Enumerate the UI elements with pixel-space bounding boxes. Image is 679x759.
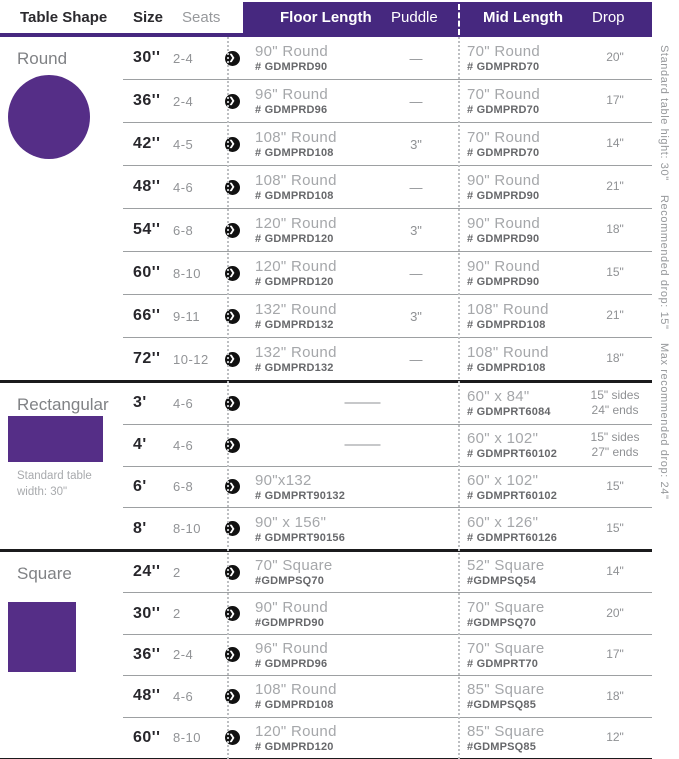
- drop-line: 15": [606, 520, 624, 535]
- arrow-icon[interactable]: ❯: [225, 606, 240, 621]
- rows-square: [123, 552, 652, 758]
- arrow-icon[interactable]: ❯: [225, 730, 240, 745]
- size-value: 54'': [133, 221, 161, 238]
- seats-value: 8-10: [173, 265, 202, 281]
- floor-length-value: 90" x 156": [255, 513, 327, 531]
- floor-part-number: #GDMPRD90: [255, 616, 325, 629]
- size-value: 6': [133, 477, 147, 495]
- drop-line: 18": [606, 688, 624, 703]
- mid-part-number: # GDMPRT60102: [467, 448, 558, 461]
- table-row: [123, 37, 652, 79]
- size-value: 60'': [133, 264, 161, 281]
- header-dashed-divider: [458, 4, 460, 35]
- seats-value: 4-6: [173, 179, 194, 195]
- table-row: [123, 634, 652, 675]
- mid-length-value: 60" x 84": [467, 388, 530, 406]
- drop-line: 18": [606, 351, 624, 366]
- mid-length-value: 70" Round: [467, 86, 541, 103]
- floor-part-number: # GDMPRD120: [255, 276, 334, 288]
- mid-part-number: # GDMPRD70: [467, 147, 540, 159]
- shape-label: Round: [17, 49, 68, 68]
- arrow-icon[interactable]: ❯: [225, 180, 240, 195]
- size-value: 60'': [133, 728, 161, 746]
- mid-part-number: # GDMPRD108: [467, 362, 546, 374]
- arrow-icon[interactable]: ❯: [225, 479, 240, 494]
- mid-length-cell: [459, 86, 578, 116]
- mid-part-number: # GDMPRD90: [467, 276, 540, 288]
- arrow-cell: [221, 438, 243, 453]
- size-value: 48'': [133, 178, 161, 195]
- drop-line-2: 27" ends: [591, 445, 639, 460]
- side-note: Recommended drop: 15": [658, 194, 670, 330]
- mid-length-value: 85" Square: [467, 722, 545, 740]
- size-value: 8': [133, 519, 147, 537]
- arrow-cell: [221, 689, 243, 704]
- mid-part-number: #GDMPSQ85: [467, 740, 537, 753]
- floor-length-cell: [243, 723, 373, 753]
- chart-header: [0, 0, 652, 37]
- col-header-floor-length: Floor Length: [280, 9, 372, 26]
- size-value: 30'': [133, 604, 161, 622]
- seats-value: 2-4: [173, 647, 194, 663]
- drop-value: [578, 430, 652, 461]
- size-value: 36'': [133, 92, 161, 109]
- floor-length-cell: [243, 215, 373, 245]
- drop-value: [578, 479, 652, 495]
- floor-part-number: # GDMPRD108: [255, 699, 334, 712]
- arrow-icon[interactable]: ❯: [225, 51, 240, 66]
- shape-panel-square: [0, 552, 123, 758]
- drop-value: [578, 50, 652, 66]
- puddle-value: —: [409, 265, 423, 281]
- seats-value: 4-5: [173, 136, 194, 152]
- size-value: 3': [133, 394, 147, 412]
- floor-length-value: 70" Square: [255, 557, 333, 575]
- size-value: 24'': [133, 563, 161, 581]
- mid-length-cell: [459, 172, 578, 202]
- floor-length-value: 120" Round: [255, 215, 337, 232]
- mid-length-cell: [459, 388, 578, 418]
- mid-length-cell: [459, 129, 578, 159]
- table-row: [123, 383, 652, 424]
- section-round: [0, 37, 652, 383]
- dash-glyph: —: [344, 436, 380, 454]
- arrow-cell: [221, 266, 243, 281]
- arrow-cell: [221, 647, 243, 662]
- floor-length-value: 108" Round: [255, 129, 337, 146]
- seats-value: 4-6: [173, 395, 194, 411]
- drop-line: 15": [606, 265, 624, 280]
- drop-value: [578, 351, 652, 367]
- drop-value: [578, 93, 652, 109]
- rows-rectangular: [123, 383, 652, 549]
- drop-line: 20": [606, 50, 624, 65]
- arrow-icon[interactable]: ❯: [225, 521, 240, 536]
- mid-length-cell: [459, 514, 578, 544]
- mid-length-cell: [459, 301, 578, 331]
- mid-length-cell: [459, 557, 578, 587]
- mid-part-number: #GDMPSQ85: [467, 699, 537, 712]
- mid-part-number: # GDMPRD108: [467, 319, 546, 331]
- puddle-value: —: [409, 351, 423, 367]
- floor-part-number: # GDMPRD96: [255, 657, 328, 670]
- drop-line: 12": [606, 729, 624, 744]
- seats-value: 8-10: [173, 730, 202, 746]
- floor-length-value: 120" Round: [255, 722, 337, 740]
- floor-length-value: 96" Round: [255, 639, 329, 657]
- table-row: [123, 208, 652, 251]
- arrow-icon[interactable]: ❯: [225, 309, 240, 324]
- arrow-cell: [221, 479, 243, 494]
- mid-part-number: # GDMPRT70: [467, 657, 539, 670]
- shape-panel-rectangular: [0, 383, 123, 549]
- floor-part-number: # GDMPRD132: [255, 319, 334, 331]
- seats-value: 2: [173, 606, 181, 622]
- drop-line: 15" sides: [590, 429, 640, 444]
- drop-value: [578, 606, 652, 622]
- drop-line: 14": [606, 564, 624, 579]
- shape-panel-round: [0, 37, 123, 380]
- col-header-size: Size: [133, 9, 164, 26]
- floor-part-number: # GDMPRT90156: [255, 531, 346, 544]
- rows-round: [123, 37, 652, 380]
- table-row: [123, 717, 652, 758]
- seats-value: 6-8: [173, 479, 194, 495]
- floor-part-number: # GDMPRT90132: [255, 489, 346, 502]
- mid-part-number: # GDMPRT60102: [467, 489, 558, 502]
- seats-value: 2-4: [173, 93, 194, 109]
- table-row: [123, 165, 652, 208]
- mid-part-number: # GDMPRD90: [467, 190, 540, 202]
- floor-length-value: 90" Round: [255, 598, 329, 616]
- drop-line: 15" sides: [590, 387, 640, 402]
- table-row: [123, 592, 652, 633]
- drop-value: [578, 179, 652, 195]
- size-value: 30'': [133, 49, 161, 66]
- section-rectangular: [0, 383, 652, 552]
- arrow-cell: [221, 137, 243, 152]
- floor-length-cell: [243, 86, 373, 116]
- floor-length-value: 90" Round: [255, 43, 329, 60]
- seats-value: 2: [173, 564, 181, 580]
- table-row: [123, 294, 652, 337]
- floor-length-dash: [243, 436, 459, 454]
- arrow-icon[interactable]: ❯: [225, 266, 240, 281]
- chart-body: [0, 37, 652, 759]
- mid-length-value: 70" Round: [467, 43, 541, 60]
- mid-length-cell: [459, 681, 578, 711]
- drop-value: [578, 689, 652, 705]
- table-row: [123, 251, 652, 294]
- mid-length-cell: [459, 599, 578, 629]
- drop-line: 21": [606, 308, 624, 323]
- drop-value: [578, 308, 652, 324]
- col-header-puddle: Puddle: [391, 9, 438, 26]
- col-header-seats: Seats: [182, 9, 221, 26]
- floor-part-number: # GDMPRD90: [255, 61, 328, 73]
- seats-value: 2-4: [173, 50, 194, 66]
- arrow-cell: [221, 396, 243, 411]
- floor-length-cell: [243, 172, 373, 202]
- floor-length-cell: [243, 557, 373, 587]
- arrow-cell: [221, 94, 243, 109]
- seats-value: 6-8: [173, 222, 194, 238]
- arrow-icon[interactable]: ❯: [225, 438, 240, 453]
- mid-length-cell: [459, 640, 578, 670]
- floor-length-cell: [243, 43, 373, 73]
- floor-part-number: # GDMPRD132: [255, 362, 334, 374]
- dotted-guide-right: [458, 37, 460, 759]
- arrow-cell: [221, 223, 243, 238]
- mid-length-value: 60" x 126": [467, 513, 539, 531]
- section-square: [0, 552, 652, 759]
- mid-length-value: 70" Square: [467, 598, 545, 616]
- arrow-cell: [221, 51, 243, 66]
- table-row: [123, 79, 652, 122]
- square-icon: [8, 602, 76, 672]
- table-row: [123, 424, 652, 466]
- mid-length-cell: [459, 43, 578, 73]
- table-row: [123, 552, 652, 592]
- mid-part-number: # GDMPRD70: [467, 104, 540, 116]
- drop-value: [578, 222, 652, 238]
- floor-length-value: 108" Round: [255, 681, 337, 699]
- floor-length-cell: [243, 514, 373, 544]
- mid-length-value: 85" Square: [467, 681, 545, 699]
- drop-value: [578, 647, 652, 663]
- drop-line-2: 24" ends: [591, 403, 639, 418]
- arrow-icon[interactable]: ❯: [225, 565, 240, 580]
- shape-note: Standard table width: 30": [17, 470, 92, 498]
- shape-label: Square: [17, 564, 72, 583]
- mid-part-number: # GDMPRD70: [467, 61, 540, 73]
- mid-part-number: # GDMPRD90: [467, 233, 540, 245]
- col-header-mid-length: Mid Length: [483, 9, 563, 26]
- circle-icon: [8, 75, 90, 159]
- col-header-drop: Drop: [592, 9, 625, 26]
- drop-value: [578, 564, 652, 580]
- floor-length-value: 108" Round: [255, 172, 337, 189]
- arrow-icon[interactable]: ❯: [225, 94, 240, 109]
- arrow-cell: [221, 730, 243, 745]
- seats-value: 4-6: [173, 688, 194, 704]
- floor-part-number: # GDMPRD108: [255, 147, 334, 159]
- drop-line: 20": [606, 605, 624, 620]
- floor-length-cell: [243, 472, 373, 502]
- size-value: 72'': [133, 350, 161, 367]
- mid-length-value: 90" Round: [467, 172, 541, 189]
- dotted-guide-left: [227, 37, 229, 759]
- arrow-icon[interactable]: ❯: [225, 223, 240, 238]
- mid-length-value: 60" x 102": [467, 430, 539, 448]
- floor-part-number: # GDMPRD120: [255, 233, 334, 245]
- side-note: Standard table hight: 30": [658, 45, 670, 181]
- floor-length-cell: [243, 681, 373, 711]
- seats-value: 8-10: [173, 521, 202, 537]
- drop-line: 18": [606, 222, 624, 237]
- mid-length-cell: [459, 723, 578, 753]
- table-row: [123, 122, 652, 165]
- mid-part-number: #GDMPSQ70: [467, 616, 537, 629]
- puddle-value: 3": [410, 222, 422, 238]
- side-notes: [658, 45, 670, 514]
- arrow-cell: [221, 309, 243, 324]
- arrow-cell: [221, 352, 243, 367]
- seats-value: 9-11: [173, 308, 201, 324]
- mid-part-number: # GDMPRT6084: [467, 406, 551, 419]
- floor-length-value: 96" Round: [255, 86, 329, 103]
- floor-length-cell: [243, 640, 373, 670]
- mid-length-cell: [459, 430, 578, 460]
- mid-length-cell: [459, 215, 578, 245]
- table-row: [123, 675, 652, 716]
- drop-value: [578, 730, 652, 746]
- puddle-value: —: [409, 179, 423, 195]
- side-note: Max recommended drop: 24": [658, 343, 670, 500]
- mid-length-value: 90" Round: [467, 258, 541, 275]
- size-value: 48'': [133, 687, 161, 705]
- size-value: 42'': [133, 135, 161, 152]
- drop-value: [578, 388, 652, 419]
- arrow-cell: [221, 606, 243, 621]
- floor-length-cell: [243, 599, 373, 629]
- arrow-icon[interactable]: ❯: [225, 689, 240, 704]
- table-row: [123, 466, 652, 508]
- seats-value: 4-6: [173, 437, 194, 453]
- floor-length-dash: [243, 394, 459, 412]
- floor-part-number: # GDMPRD120: [255, 740, 334, 753]
- drop-line: 14": [606, 136, 624, 151]
- floor-length-cell: [243, 258, 373, 288]
- puddle-value: —: [409, 93, 423, 109]
- mid-part-number: #GDMPSQ54: [467, 575, 537, 588]
- floor-part-number: # GDMPRD108: [255, 190, 334, 202]
- arrow-cell: [221, 180, 243, 195]
- mid-length-cell: [459, 472, 578, 502]
- table-row: [123, 337, 652, 380]
- arrow-icon[interactable]: ❯: [225, 352, 240, 367]
- floor-part-number: #GDMPSQ70: [255, 575, 325, 588]
- mid-length-cell: [459, 258, 578, 288]
- floor-length-cell: [243, 344, 373, 374]
- drop-value: [578, 521, 652, 537]
- size-value: 36'': [133, 645, 161, 663]
- floor-part-number: # GDMPRD96: [255, 104, 328, 116]
- arrow-icon[interactable]: ❯: [225, 396, 240, 411]
- puddle-value: 3": [410, 308, 422, 324]
- arrow-icon[interactable]: ❯: [225, 137, 240, 152]
- table-row: [123, 507, 652, 549]
- puddle-value: 3": [410, 136, 422, 152]
- floor-length-cell: [243, 129, 373, 159]
- size-value: 4': [133, 436, 147, 454]
- puddle-value: —: [409, 50, 423, 66]
- floor-length-value: 120" Round: [255, 258, 337, 275]
- floor-length-value: 132" Round: [255, 301, 337, 318]
- seats-value: 10-12: [173, 351, 209, 367]
- col-header-table-shape: Table Shape: [20, 9, 108, 26]
- rectangle-icon: [8, 416, 103, 462]
- arrow-cell: [221, 565, 243, 580]
- arrow-cell: [221, 521, 243, 536]
- drop-line: 21": [606, 179, 624, 194]
- drop-line: 15": [606, 479, 624, 494]
- mid-length-value: 70" Square: [467, 639, 545, 657]
- floor-length-cell: [243, 301, 373, 331]
- floor-length-value: 90"x132: [255, 471, 312, 489]
- mid-length-value: 70" Round: [467, 129, 541, 146]
- drop-line: 17": [606, 93, 624, 108]
- mid-length-value: 52" Square: [467, 557, 545, 575]
- mid-length-value: 108" Round: [467, 301, 549, 318]
- size-value: 66'': [133, 307, 161, 324]
- dash-glyph: —: [344, 394, 380, 412]
- mid-length-cell: [459, 344, 578, 374]
- arrow-icon[interactable]: ❯: [225, 647, 240, 662]
- mid-part-number: # GDMPRT60126: [467, 531, 558, 544]
- floor-length-value: 132" Round: [255, 344, 337, 361]
- mid-length-value: 90" Round: [467, 215, 541, 232]
- shape-label: Rectangular: [17, 395, 109, 414]
- drop-line: 17": [606, 647, 624, 662]
- drop-value: [578, 265, 652, 281]
- drop-value: [578, 136, 652, 152]
- mid-length-value: 108" Round: [467, 344, 549, 361]
- mid-length-value: 60" x 102": [467, 471, 539, 489]
